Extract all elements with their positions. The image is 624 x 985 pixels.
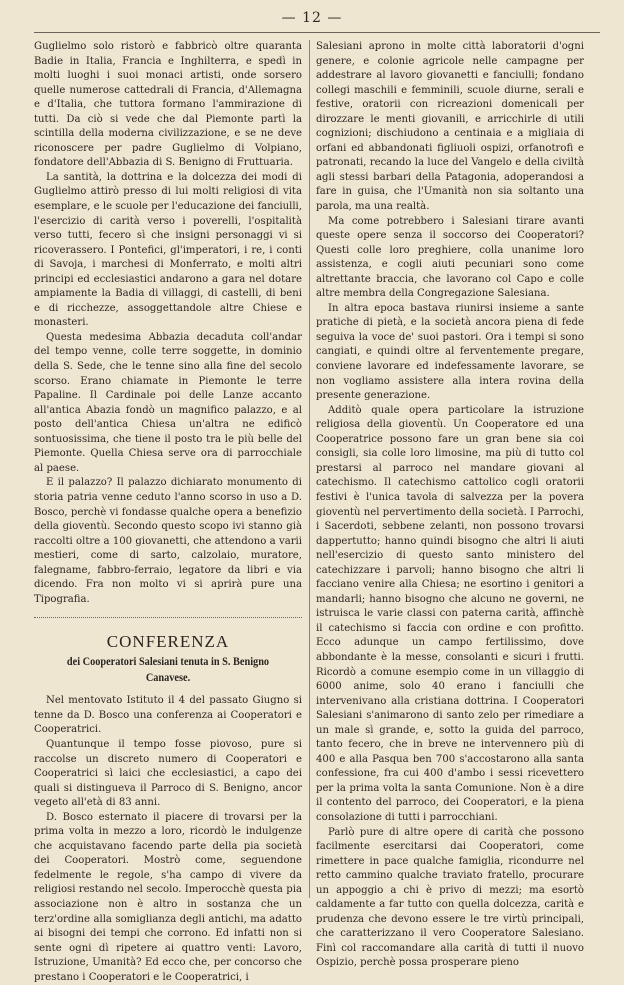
paragraph: D. Bosco esternato il piacere di trovarsi per la prima volta in mezzo a loro, ricordò le indulgenze che acquistavano facendo parte della pia società dei Cooperatori. Mostrò come, seguendone fedelmente le regole, s'ha campo di vivere da religiosi restando nel secolo. Imperocchè questa pia associazione non è altro in sostanza che un terz'ordine alla somiglianza degli antichi, ma adatto ai bisogni dei tempi che corrono. Ed infatti non si sente ogni dì ripetere ai quattro venti: Lavoro, Istruzione, Umanità? Ed ecco che, per concorso che prestano i Cooperatori e le Cooperatrici, i xyxy=(34,811,302,983)
paragraph: Additò quale opera particolare la istruzione religiosa della gioventù. Un Cooperatore ed una Cooperatrice possono fare un gran bene sia coi consigli, sia colle loro limosine, ma più di tutto col prestarsi al parroco nel mandare giovani al catechismo. Il catechismo cattolico cogli oratorii festivi è l'unica tavola di salvezza per la povera gioventù nel pervertimento della società. I Parrochi, i Sacerdoti, sebbene zelanti, non possono trovarsi dappertutto; hanno quindi bisogno che altri li aiuti nell'esercizio di questo santo ministero del catechizzare i parvoli; hanno bisogno che altri li facciano venire alla Chiesa; ne esortino i genitori a mandarli; hanno bisogno che alcuno ne governi, ne istruisca le varie classi con paterna carità, affinchè il catechismo si faccia con ordine e con profitto. Ecco adunque un campo fertilissimo, dove abbondante è la messe, consolanti e sicuri i frutti. Ricordò a comune esempio come in un villaggio di 6000 anime, solo 40 erano i fanciulli che intervenivano alla cristiana dottrina. I Cooperatori Salesiani s'animarono di santo zelo per rimediare a un male sì grande, e, sotto la guida del parroco, tanto fecero, che in breve ne intervennero più di 400 e alla Pasqua ben 700 s'accostarono alla santa confessione, fra cui 400 d'ambo i sessi ricevettero per la prima volta la santa Comunione. Non è a dire il contento del parroco, dei Cooperatori, e la piena consolazione di tutti i parrocchiani. xyxy=(316,404,584,823)
header-rule xyxy=(34,32,600,33)
page-number: — 12 — xyxy=(281,10,343,26)
paragraph: Salesiani aprono in molte città laboratorii d'ogni genere, e colonie agricole nelle campagne per addestrare al lavoro giovanetti e fanciulli; fondano collegi maschili e femminili, scuole diurne, serali e festive, oratorii con ricreazioni domenicali per dirozzare le menti giovanili, e arricchirle di utili cognizioni; dischiudono a centinaia e a migliaia di orfani ed abbandonati figliuoli ospizi, orfanotrofi e patronati, recando la luce del Vangelo e della civiltà agli stessi barbari della Patagonia, adoperandosi a fare in guisa, che l'Umanità non sia soltanto una parola, ma una realtà. xyxy=(316,41,584,213)
paragraph: Guglielmo solo ristorò e fabbricò oltre quaranta Badie in Italia, Francia e Inghilterra, e spedì in molti luoghi i suoi monaci artisti, onde sorsero quelle numerose cattedrali di Francia, d'Allemagna e d'Italia, che tuttora formano l'ammirazione di tutti. Da ciò si vede che dal Piemonte partì la scintilla della moderna civilizzazione, e se ne deve riconoscere per padre Guglielmo di Volpiano, fondatore dell'Abbazia di S. Benigno di Fruttuaria. xyxy=(34,41,302,169)
section-subheading: dei Cooperatori Salesiani tenuta in S. Benigno Canavese. xyxy=(66,656,270,685)
paragraph: Questa medesima Abbazia decaduta coll'andar del tempo venne, colle terre soggette, in dominio della S. Sede, che le tenne sino alla fine del secolo scorso. Erano chiamate in Piemonte le terre Papaline. Il Cardinale poi delle Lanze accanto all'antica Abazia fondò un magnifico palazzo, e al posto dell'antica Chiesa un'altra ne edificò sontuosissima, che tiene il posto tra le più belle del Piemonte. Quella Chiesa serve ora di parrocchiale al paese. xyxy=(34,331,302,474)
paragraph: Nel mentovato Istituto il 4 del passato Giugno si tenne da D. Bosco una conferenza ai Cooperatori e Cooperatrici. xyxy=(34,695,302,736)
paragraph: In altra epoca bastava riunirsi insieme a sante pratiche di pietà, e la società ancora piena di fede seguiva la voce de' suoi pastori. Ora i tempi si sono cangiati, e quindi oltre al ferventemente pregare, conviene lavorare ed indefessamente lavorare, se non vogliamo assistere alla intera rovina della presente generazione. xyxy=(316,302,584,402)
column-separator xyxy=(309,40,310,898)
right-column xyxy=(316,40,584,969)
paragraph: La santità, la dottrina e la dolcezza dei modi di Guglielmo attirò presso di lui molti religiosi di vita esemplare, e le scuole per l'educazione dei fanciulli, l'esercizio di carità verso i poverelli, l'ospitalità verso tutti, fecero sì che insigni personaggi vi si ricoverassero. I Pontefici, gl'imperatori, i re, i conti di Savoja, i marchesi di Monferrato, e molti altri principi ed ecclesiastici andarono a gara nel dotare ampiamente la Badia di villaggi, di castelli, di beni e di ricchezze, assoggettandole altre Chiese e monasteri. xyxy=(34,171,302,329)
paragraph: Ma come potrebbero i Salesiani tirare avanti queste opere senza il soccorso dei Cooperatori? Questi colle loro preghiere, colla unanime loro assistenza, e cogli aiuti pecuniari sono come altrettante braccia, che lavorano col Capo e colle altre membra della Congregazione Salesiana. xyxy=(316,215,584,300)
paragraph: E il palazzo? Il palazzo dichiarato monumento di storia patria venne ceduto l'anno scorso in uso a D. Bosco, perchè vi fondasse qualche opera a benefizio della gioventù. Secondo questo scopo ivi stanno già raccolti oltre a 100 giovanetti, che attendono a varii mestieri, come di sarto, calzolaio, muratore, falegname, fabbro-ferraio, legatore da libri e via dicendo. Fra non molto vi si aprirà pure una Tipografia. xyxy=(34,477,302,605)
paragraph: Parlò pure di altre opere di carità che possono facilmente esercitarsi dai Cooperatori, come rimettere in pace qualche famiglia, ricondurre nel retto cammino qualche traviato fratello, procurare un appoggio a chi è privo di mezzi; ma esortò caldamente a far tutto con quella dolcezza, carità e prudenza che devono essere le tre virtù principali, che caratterizzano il vero Cooperatore Salesiano. Finì col raccomandare alla carità di tutti il nuovo Ospizio, perchè possa prosperare pieno xyxy=(316,826,584,969)
section-divider xyxy=(34,617,302,618)
left-column xyxy=(34,40,302,983)
paragraph: Quantunque il tempo fosse piovoso, pure si raccolse un discreto numero di Cooperatori e Cooperatrici sì laici che ecclesiastici, a capo dei quali si distingueva il Parroco di S. Benigno, ancor vegeto all'età di 83 anni. xyxy=(34,738,302,809)
section-heading: CONFERENZA xyxy=(106,632,230,652)
